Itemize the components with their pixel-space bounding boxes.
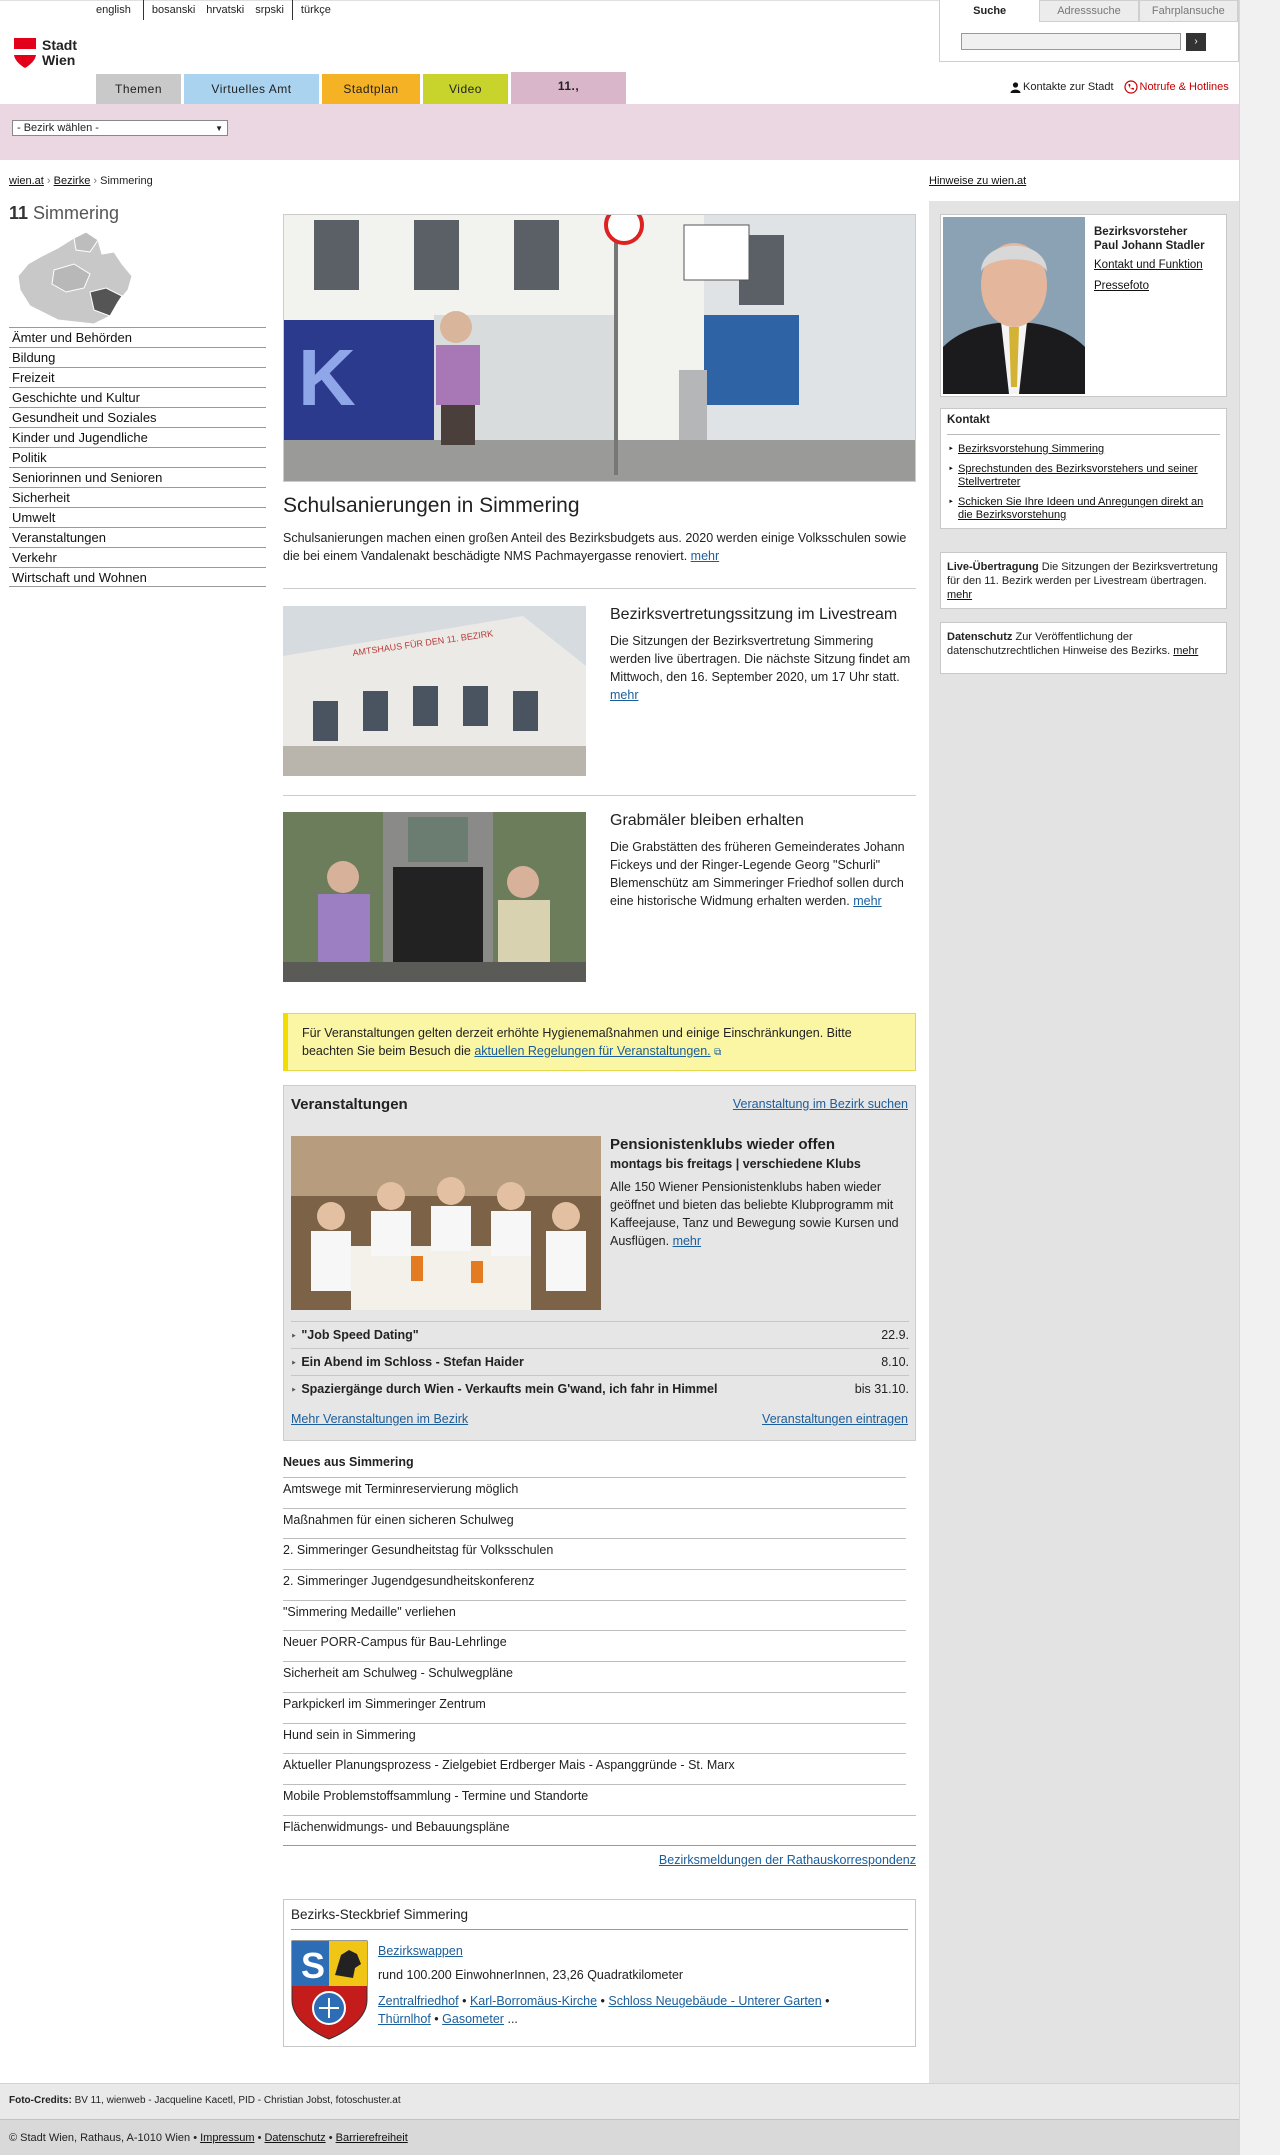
sights-list: Zentralfriedhof • Karl-Borromäus-Kirche • Schloss Neugebäude - Unterer Garten • Thürnlhof • Gasometer ...: [378, 1994, 830, 2026]
article-title[interactable]: Bezirksvertretungssitzung im Livestream: [610, 606, 898, 623]
divider: [291, 1929, 908, 1930]
sidebar-item-geschichte[interactable]: Geschichte und Kultur: [9, 387, 266, 407]
svg-text:AMTSHAUS FÜR DEN 11. BEZIRK: AMTSHAUS FÜR DEN 11. BEZIRK: [351, 628, 494, 658]
header-links: [1010, 80, 1229, 94]
vorsteher-contact-link[interactable]: Kontakt und Funktion: [1094, 259, 1203, 271]
contacts-link[interactable]: [1010, 81, 1114, 93]
news-item[interactable]: 2. Simmeringer Jugendgesundheitskonferenz: [283, 1569, 906, 1600]
amtshaus-photo: [283, 606, 586, 776]
live-more-link[interactable]: mehr: [947, 589, 973, 601]
kontakt-link[interactable]: ‣ Bezirksvorstehung Simmering: [947, 443, 1220, 456]
event-row-date: 22.9.: [881, 1328, 909, 1342]
news-list: [283, 1477, 916, 1846]
vienna-district-map: [14, 230, 142, 326]
tab-stadtplan[interactable]: Stadtplan: [322, 74, 420, 104]
datenschutz-box: [940, 622, 1227, 674]
kontakt-title: Kontakt: [947, 414, 1220, 435]
graves-photo: [283, 812, 586, 982]
sidebar-item-verkehr[interactable]: Verkehr: [9, 547, 266, 567]
logo-line1: Stadt: [42, 37, 77, 53]
footer-barrierefreiheit-link[interactable]: Barrierefreiheit: [335, 2132, 408, 2144]
event-subtitle: montags bis freitags | verschiedene Klubs: [610, 1157, 861, 1171]
lang-link[interactable]: türkçe: [292, 0, 339, 20]
hinweise-link[interactable]: Hinweise zu wien.at: [929, 175, 1027, 187]
breadcrumb: [9, 175, 153, 187]
ds-more-link[interactable]: mehr: [1173, 645, 1199, 657]
wien-shield-icon: [14, 38, 36, 68]
news-item[interactable]: 2. Simmeringer Gesundheitstag für Volksschulen: [283, 1538, 906, 1569]
divider: [283, 588, 916, 589]
hero-text-body: Schulsanierungen machen einen großen Anteil des Bezirksbudgets aus. 2020 werden einige Volksschulen sowie die bei einem Vandalenakt beschädigte NMS Pachmayergasse renoviert.: [283, 531, 907, 563]
events-title: Veranstaltungen: [291, 1096, 408, 1113]
district-select-value: - Bezirk wählen -: [17, 122, 99, 134]
kontakt-box: [940, 408, 1227, 529]
article-more-link[interactable]: mehr: [853, 894, 882, 908]
main-nav: [96, 72, 629, 104]
search-input[interactable]: [961, 33, 1181, 50]
breadcrumb-separator-icon: ›: [46, 175, 54, 187]
seniors-dancing-photo: [291, 1136, 601, 1310]
notice-text: Für Veranstaltungen gelten derzeit erhöhte Hygienemaßnahmen und einige Einschränkungen. Bitte beachten Sie beim Besuch die: [302, 1026, 852, 1058]
stadt-wien-logo[interactable]: [14, 38, 77, 68]
event-row-name: ‣ Spaziergänge durch Wien - Verkaufts mein G'wand, ich fahr in Himmel: [291, 1382, 717, 1396]
news-item[interactable]: Parkpickerl im Simmeringer Zentrum: [283, 1692, 906, 1723]
kontakt-link[interactable]: ‣ Sprechstunden des Bezirksvorstehers und seiner Stellvertreter: [947, 463, 1220, 489]
person-icon: [1010, 82, 1021, 93]
article-title[interactable]: Grabmäler bleiben erhalten: [610, 812, 804, 829]
tab-video[interactable]: Video: [423, 74, 508, 104]
article-text: [610, 632, 916, 704]
wappen-link[interactable]: Bezirkswappen: [378, 1944, 463, 1958]
footer-copyright: © Stadt Wien, Rathaus, A-1010 Wien: [9, 2132, 191, 2144]
sidebar-item-politik[interactable]: Politik: [9, 447, 266, 467]
ds-text: Zur Veröffentlichung der datenschutzrechtlichen Hinweise des Bezirks.: [947, 631, 1171, 657]
tab-virtuelles-amt[interactable]: Virtuelles Amt: [184, 74, 319, 104]
covid-notice: [283, 1013, 916, 1071]
event-row[interactable]: [291, 1321, 909, 1348]
add-events-link[interactable]: Veranstaltungen eintragen: [762, 1412, 908, 1426]
event-row-date: bis 31.10.: [854, 1382, 909, 1396]
external-link-icon: ⧉: [714, 1047, 722, 1058]
district-profile: [283, 1899, 916, 2047]
breadcrumb-separator-icon: ›: [93, 175, 101, 187]
breadcrumb-current: Simmering: [100, 175, 153, 187]
footer-impressum-link[interactable]: Impressum: [200, 2132, 255, 2144]
search-panel: [939, 0, 1239, 62]
emergency-label: Notrufe & Hotlines: [1139, 81, 1229, 93]
article-livestream: [283, 606, 916, 776]
article-image[interactable]: [283, 606, 586, 776]
photo-credits: [0, 2083, 1280, 2119]
article-grabmaeler: [283, 812, 916, 982]
vorsteher-fullname: Paul Johann Stadler: [1094, 240, 1205, 252]
events-search-link[interactable]: Veranstaltung im Bezirk suchen: [732, 1097, 908, 1111]
rathaus-link[interactable]: Bezirksmeldungen der Rathauskorrespondenz: [658, 1853, 916, 1867]
svg-text:S: S: [301, 1945, 326, 1986]
logo-line2: Wien: [42, 52, 76, 68]
lang-link[interactable]: hrvatski: [206, 4, 245, 16]
ds-title: Datenschutz: [947, 631, 1013, 643]
sight-link[interactable]: Thürnlhof: [378, 2012, 431, 2026]
article-image[interactable]: [283, 812, 586, 982]
news-item[interactable]: Sicherheit am Schulweg - Schulwegpläne: [283, 1661, 906, 1692]
school-photo: [284, 215, 916, 482]
sight-link[interactable]: Karl-Borromäus-Kirche: [469, 1994, 598, 2008]
news-item[interactable]: Flächenwidmungs- und Bebauungspläne: [283, 1815, 916, 1846]
svg-text:K: K: [298, 333, 356, 422]
news-item[interactable]: "Simmering Medaille" verliehen: [283, 1600, 906, 1631]
lang-link[interactable]: bosanski: [143, 0, 203, 20]
district-select[interactable]: [12, 120, 228, 136]
coat-of-arms-icon: [291, 1940, 368, 2040]
search-tab-suche[interactable]: Suche: [940, 0, 1039, 22]
population-text: rund 100.200 EinwohnerInnen, 23,26 Quadratkilometer: [378, 1968, 684, 1982]
hero-title[interactable]: Schulsanierungen in Simmering: [283, 494, 580, 517]
sidebar-item-freizeit[interactable]: Freizeit: [9, 367, 266, 387]
emergency-link[interactable]: [1124, 80, 1229, 94]
live-title: Live-Übertragung: [947, 561, 1039, 573]
event-text: [610, 1178, 910, 1250]
vorsteher-card: [940, 214, 1227, 397]
event-row-name: ‣ Ein Abend im Schloss - Stefan Haider: [291, 1355, 524, 1369]
news-item[interactable]: Hund sein in Simmering: [283, 1723, 906, 1754]
event-title[interactable]: Pensionistenklubs wieder offen: [610, 1136, 836, 1153]
event-text-body: Alle 150 Wiener Pensionistenklubs haben wieder geöffnet und bieten das beliebte Klubprogramm mit Kaffeejause, Tanz und Bewegung sowie Kursen und Ausflügen.: [610, 1180, 899, 1248]
news-item[interactable]: Aktueller Planungsprozess - Zielgebiet Erdberger Mais - Aspanggründe - St. Marx: [283, 1753, 906, 1784]
live-text: Die Sitzungen der Bezirksvertretung für den 11. Bezirk werden per Livestream übertragen.: [947, 561, 1218, 587]
event-more-link[interactable]: mehr: [672, 1234, 702, 1248]
profile-title: Bezirks-Steckbrief Simmering: [291, 1907, 469, 1922]
news-item[interactable]: Mobile Problemstoffsammlung - Termine und Standorte: [283, 1784, 906, 1815]
sidebar-item-veranstaltungen[interactable]: Veranstaltungen: [9, 527, 266, 547]
event-list: [291, 1321, 909, 1402]
logo-text: [42, 38, 77, 68]
news-item[interactable]: Amtswege mit Terminreservierung möglich: [283, 1477, 906, 1508]
district-name: Simmering: [33, 203, 120, 223]
sidebar-item-gesundheit[interactable]: Gesundheit und Soziales: [9, 407, 266, 427]
events-box: [283, 1085, 916, 1441]
footer: © Stadt Wien, Rathaus, A-1010 Wien • Impressum • Datenschutz • Barrierefreiheit: [0, 2119, 1280, 2155]
news-title: Neues aus Simmering: [283, 1455, 414, 1469]
event-row[interactable]: [291, 1375, 909, 1402]
search-tab-adresssuche[interactable]: Adresssuche: [1039, 0, 1138, 22]
lang-link[interactable]: english: [96, 4, 131, 16]
chevron-down-icon: ▼: [215, 123, 223, 133]
portrait-photo: [943, 217, 1085, 394]
lang-link[interactable]: srpski: [255, 4, 284, 16]
event-image[interactable]: [291, 1136, 601, 1310]
sidebar-item-kinder[interactable]: Kinder und Jugendliche: [9, 427, 266, 447]
tab-simmering[interactable]: 11.,: [511, 72, 626, 104]
article-more-link[interactable]: mehr: [610, 688, 639, 702]
hero-more-link[interactable]: mehr: [690, 549, 720, 563]
hero-text: [283, 529, 913, 565]
vorsteher-role: Bezirksvorsteher: [1094, 226, 1188, 238]
breadcrumb-item[interactable]: Bezirke: [53, 175, 91, 187]
vorsteher-photo: [943, 217, 1085, 394]
sidebar-item-wirtschaft[interactable]: Wirtschaft und Wohnen: [9, 567, 266, 587]
sidebar-item-umwelt[interactable]: Umwelt: [9, 507, 266, 527]
vorsteher-pressphoto-link[interactable]: Pressefoto: [1094, 280, 1149, 292]
news-item[interactable]: Maßnahmen für einen sicheren Schulweg: [283, 1508, 906, 1539]
scrollbar-track[interactable]: [1239, 0, 1280, 2155]
sight-link[interactable]: Gasometer: [442, 2012, 504, 2026]
sight-link[interactable]: Schloss Neugebäude - Unterer Garten: [608, 1994, 822, 2008]
district-number: 11: [9, 203, 29, 223]
credits-label: Foto-Credits:: [9, 2095, 72, 2106]
tab-themen[interactable]: Themen: [96, 74, 181, 104]
sidebar-nav: [9, 327, 266, 587]
event-row-date: 8.10.: [881, 1355, 909, 1369]
kontakt-link[interactable]: ‣ Schicken Sie Ihre Ideen und Anregungen direkt an die Bezirksvorstehung: [947, 496, 1220, 522]
sidebar-item-sicherheit[interactable]: Sicherheit: [9, 487, 266, 507]
live-box: [940, 552, 1227, 609]
event-row-name: ‣ "Job Speed Dating": [291, 1328, 419, 1342]
sight-link[interactable]: Zentralfriedhof: [378, 1994, 459, 2008]
sights-ellipsis: ...: [507, 2012, 518, 2026]
sidebar-item-aemter[interactable]: Ämter und Behörden: [9, 327, 266, 347]
hero-image[interactable]: [283, 214, 916, 482]
article-text-body: Die Grabstätten des früheren Gemeinderates Johann Fickeys und der Ringer-Legende Georg "Schurli" Blemenschütz am Simmeringer Friedhof sollen durch eine historische Widmung erhalten werden.: [610, 840, 905, 908]
footer-datenschutz-link[interactable]: Datenschutz: [264, 2132, 326, 2144]
breadcrumb-item[interactable]: wien.at: [9, 175, 44, 187]
sidebar-item-senioren[interactable]: Seniorinnen und Senioren: [9, 467, 266, 487]
news-item[interactable]: Neuer PORR-Campus für Bau-Lehrlinge: [283, 1630, 906, 1661]
search-tab-fahrplansuche[interactable]: Fahrplansuche: [1139, 0, 1238, 22]
sidebar-item-bildung[interactable]: Bildung: [9, 347, 266, 367]
contacts-label: Kontakte zur Stadt: [1023, 81, 1114, 93]
notice-link[interactable]: aktuellen Regelungen für Veranstaltungen.: [474, 1044, 711, 1058]
event-row[interactable]: [291, 1348, 909, 1375]
language-bar: [96, 0, 339, 20]
phone-icon: [1124, 80, 1138, 94]
article-text: [610, 838, 916, 910]
vorsteher-name: [1094, 225, 1205, 253]
search-submit-button[interactable]: ›: [1186, 33, 1206, 51]
district-heading: [9, 203, 119, 224]
credits-text: BV 11, wienweb - Jacqueline Kacetl, PID - Christian Jobst, fotoschuster.at: [74, 2095, 401, 2106]
article-text-body: Die Sitzungen der Bezirksvertretung Simmering werden live übertragen. Die nächste Sitzung findet am Mittwoch, den 16. September 2020, um 17 Uhr statt.: [610, 634, 911, 684]
divider: [283, 795, 916, 796]
more-events-link[interactable]: Mehr Veranstaltungen im Bezirk: [291, 1412, 469, 1426]
